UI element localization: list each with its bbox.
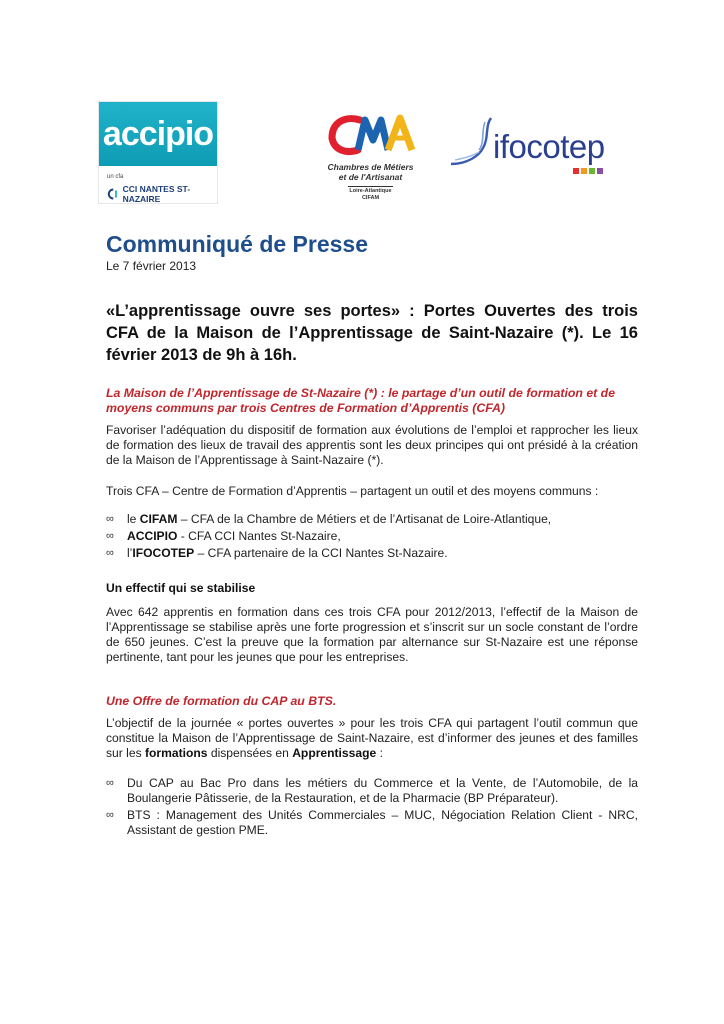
page-title: Communiqué de Presse xyxy=(106,231,369,257)
section2-heading: Un effectif qui se stabilise xyxy=(106,581,256,595)
cma-logo-subtitle xyxy=(318,188,423,202)
list-item-text: BTS : Management des Unités Commerciales – MUC, Négociation Relation Client - NRC, Assistant de gestion PME. xyxy=(127,808,638,837)
accipio-logo-band xyxy=(99,102,217,166)
ifocotep-logo-text: ifocotep xyxy=(493,128,605,165)
list-item-text: – CFA de la Chambre de Métiers et de l’Artisanat de Loire-Atlantique, xyxy=(177,512,552,526)
list-item-text: Du CAP au Bac Pro dans les métiers du Commerce et la Vente, de l’Automobile, de la Boulangerie Pâtisserie, de la Restauration, et de la Pharmacie (BP Préparateur). xyxy=(127,776,638,805)
accipio-logo-text: accipio xyxy=(102,114,214,153)
list-item-prefix: le xyxy=(127,512,140,526)
list-item-text: – CFA partenaire de la CCI Nantes St-Nazaire. xyxy=(194,546,448,560)
list-item-bold: CIFAM xyxy=(139,512,178,526)
formations-list xyxy=(106,776,638,838)
list-item xyxy=(106,546,638,561)
infinity-bullet-icon: ∞ xyxy=(106,530,114,542)
list-item-bold: IFOCOTEP xyxy=(132,546,195,560)
infinity-bullet-icon: ∞ xyxy=(106,809,114,821)
section3-bold-formations: formations xyxy=(144,746,208,760)
ifocotep-square-green xyxy=(589,168,595,174)
infinity-bullet-icon: ∞ xyxy=(106,513,114,525)
ifocotep-square-red xyxy=(573,168,579,174)
cci-line xyxy=(107,184,217,204)
cma-logo-title xyxy=(318,162,423,182)
list-item-prefix: l’ xyxy=(127,546,133,560)
ifocotep-square-orange xyxy=(581,168,587,174)
list-item xyxy=(106,776,638,806)
list-item-bold: ACCIPIO xyxy=(127,529,178,543)
accipio-logo xyxy=(98,101,218,204)
headline: «L’apprentissage ouvre ses portes» : Portes Ouvertes des trois CFA de la Maison de l’Apprentissage de Saint-Nazaire (*). Le 16 février 2013 de 9h à 16h. xyxy=(106,302,638,364)
infinity-bullet-icon: ∞ xyxy=(106,777,114,789)
cma-sub-line-1: Loire-Atlantique xyxy=(349,188,392,194)
accipio-logo-small-text: un cfa xyxy=(107,174,124,180)
section3-bold-apprentissage: Apprentissage xyxy=(292,746,377,760)
cma-title-line-1: Chambres de Métiers xyxy=(327,162,414,172)
list-item xyxy=(106,529,638,544)
list-item xyxy=(106,512,638,527)
section3-text-part: : xyxy=(376,746,383,760)
cma-sub-line-2: CIFAM xyxy=(361,195,380,201)
section3-text-part: L’objectif de la journée « portes ouvertes » pour les trois CFA qui partagent l’outil commun que constitue la Maison de l’Apprentissage de Saint-Nazaire, est d’informer des jeunes et des familles sur les xyxy=(106,716,638,760)
cci-logo-text: CCI NANTES ST-NAZAIRE xyxy=(122,184,191,204)
section1-paragraph: Favoriser l’adéquation du dispositif de formation aux évolutions de l’emploi et rapprocher les lieux de formation des lieux de travail des apprentis sont les deux principes qui ont présidé à la création de la Maison de l’Apprentissage à Saint-Nazaire (*). xyxy=(106,423,638,467)
ifocotep-square-purple xyxy=(597,168,603,174)
section2-paragraph: Avec 642 apprentis en formation dans ces trois CFA pour 2012/2013, l’effectif de la Maison de l’Apprentissage se stabilise après une forte progression et s’inscrit sur un socle constant de l’ordre de 650 jeunes. C’est la preuve que la formation par alternance sur St-Nazaire est une réponse pertinente, tant pour les jeunes que pour les entreprises. xyxy=(106,605,638,664)
cci-logo-icon xyxy=(107,188,120,200)
list-item-text: - CFA CCI Nantes St-Nazaire, xyxy=(177,529,341,543)
cfa-list xyxy=(106,512,638,561)
section3-heading: Une Offre de formation du CAP au BTS. xyxy=(106,694,337,708)
section3-paragraph xyxy=(106,716,638,761)
cma-logo xyxy=(318,110,423,210)
cma-logo-rule xyxy=(348,186,393,187)
ifocotep-logo xyxy=(445,112,635,182)
section3-text-part: dispensées en xyxy=(207,746,293,760)
section1-intro: Trois CFA – Centre de Formation d’Apprentis – partagent un outil et des moyens communs : xyxy=(106,484,599,498)
cma-emblem-icon xyxy=(318,110,423,160)
cma-title-line-2: et de l'Artisanat xyxy=(338,172,403,182)
infinity-bullet-icon: ∞ xyxy=(106,547,114,559)
section1-heading: La Maison de l’Apprentissage de St-Nazaire (*) : le partage d’un outil de formation et de moyens communs par trois Centres de Formation d’Apprentis (CFA) xyxy=(106,386,616,415)
list-item xyxy=(106,808,638,838)
release-date: Le 7 février 2013 xyxy=(106,259,197,273)
